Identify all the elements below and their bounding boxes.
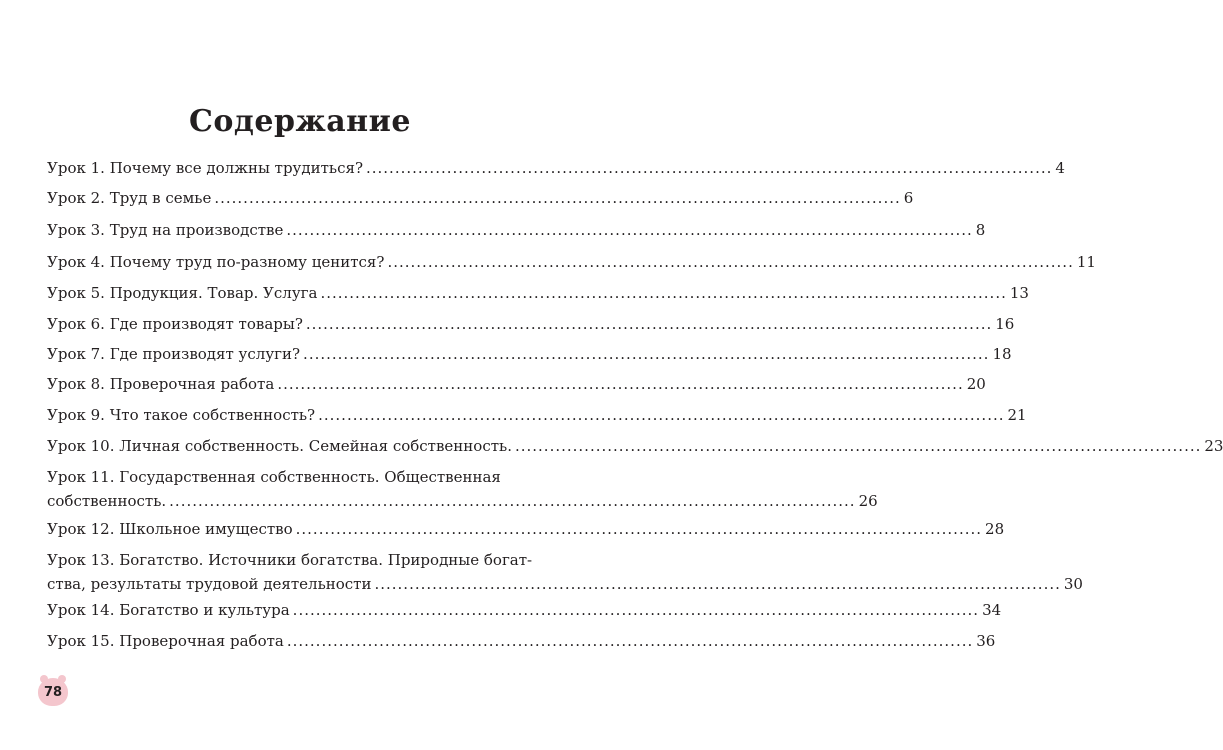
toc-entry-title: ства, результаты трудовой деятельности (47, 575, 372, 593)
toc-entry (47, 158, 1065, 178)
toc-entry (47, 600, 1002, 620)
toc-entry-title: Урок 12. Школьное имущество (47, 520, 293, 538)
toc-entry-title: Урок 2. Труд в семье (47, 189, 212, 207)
toc-entry (47, 314, 1015, 334)
toc-entry (47, 467, 878, 511)
toc-entry-title-line1: Урок 11. Государственная собственность. Общественная (47, 468, 501, 486)
leader-dots: ....................................................................................................................... (286, 632, 974, 650)
toc-entry (47, 220, 986, 240)
toc-entry (47, 550, 1083, 594)
toc-entry-title: Урок 3. Труд на производстве (47, 221, 284, 239)
toc-entry-title: Урок 8. Проверочная работа (47, 375, 275, 393)
toc-entry (47, 519, 1005, 539)
toc-entry-page: 8 (975, 221, 986, 239)
toc-entry-page: 11 (1076, 253, 1096, 271)
toc-entry-page: 23 (1204, 437, 1223, 455)
leader-dots: ....................................................................................................................... (387, 253, 1074, 271)
toc-entry (47, 252, 1096, 272)
toc-entry-title: Урок 5. Продукция. Товар. Услуга (47, 284, 318, 302)
toc-entry-title: Урок 9. Что такое собственность? (47, 406, 316, 424)
leader-dots: ....................................................................................................................... (292, 601, 980, 619)
toc-entry-page: 30 (1063, 575, 1083, 593)
page-title: Содержание (189, 104, 411, 139)
toc-entry-title: собственность. (47, 492, 167, 510)
page-number: 78 (43, 684, 63, 700)
toc-entry (47, 436, 1223, 456)
toc-entry-page: 26 (858, 492, 878, 510)
leader-dots: ....................................................................................................................... (169, 492, 856, 510)
toc-entry-page: 16 (995, 315, 1015, 333)
toc-entry-title: Урок 7. Где производят услуги? (47, 345, 301, 363)
toc-entry-page: 28 (985, 520, 1005, 538)
leader-dots: ....................................................................................................................... (303, 345, 990, 363)
toc-entry-title: Урок 15. Проверочная работа (47, 632, 284, 650)
toc-entry-page: 34 (982, 601, 1002, 619)
toc-entry-page: 20 (966, 375, 986, 393)
leader-dots: ....................................................................................................................... (295, 520, 983, 538)
page-number-badge (38, 678, 68, 706)
toc-entry (47, 374, 986, 394)
toc-entry-page: 4 (1055, 159, 1065, 177)
toc-entry (47, 631, 996, 651)
leader-dots: ....................................................................................................................... (514, 437, 1202, 455)
leader-dots: ....................................................................................................................... (305, 315, 993, 333)
toc-entry (47, 344, 1012, 364)
toc-entry-title: Урок 6. Где производят товары? (47, 315, 303, 333)
toc-entry-page: 6 (903, 189, 914, 207)
toc-entry-title: Урок 10. Личная собственность. Семейная собственность. (47, 437, 512, 455)
toc-entry-title-line1: Урок 13. Богатство. Источники богатства. Природные богат- (47, 551, 533, 569)
toc-entry-page: 13 (1009, 284, 1029, 302)
toc-entry-page: 18 (992, 345, 1012, 363)
toc-entry-page: 21 (1007, 406, 1027, 424)
toc-entry (47, 405, 1027, 425)
toc-entry-title: Урок 4. Почему труд по-разному ценится? (47, 253, 385, 271)
toc-entry-title: Урок 1. Почему все должны трудиться? (47, 159, 363, 177)
toc-entry (47, 188, 914, 208)
leader-dots: ....................................................................................................................... (320, 284, 1007, 302)
leader-dots: ....................................................................................................................... (277, 375, 964, 393)
toc-entry (47, 283, 1029, 303)
toc-entry-title: Урок 14. Богатство и культура (47, 601, 290, 619)
toc-entry-page: 36 (976, 632, 996, 650)
leader-dots: ....................................................................................................................... (286, 221, 973, 239)
leader-dots: ....................................................................................................................... (365, 159, 1053, 177)
leader-dots: ....................................................................................................................... (318, 406, 1005, 424)
leader-dots: ....................................................................................................................... (374, 575, 1061, 593)
leader-dots: ....................................................................................................................... (214, 189, 901, 207)
